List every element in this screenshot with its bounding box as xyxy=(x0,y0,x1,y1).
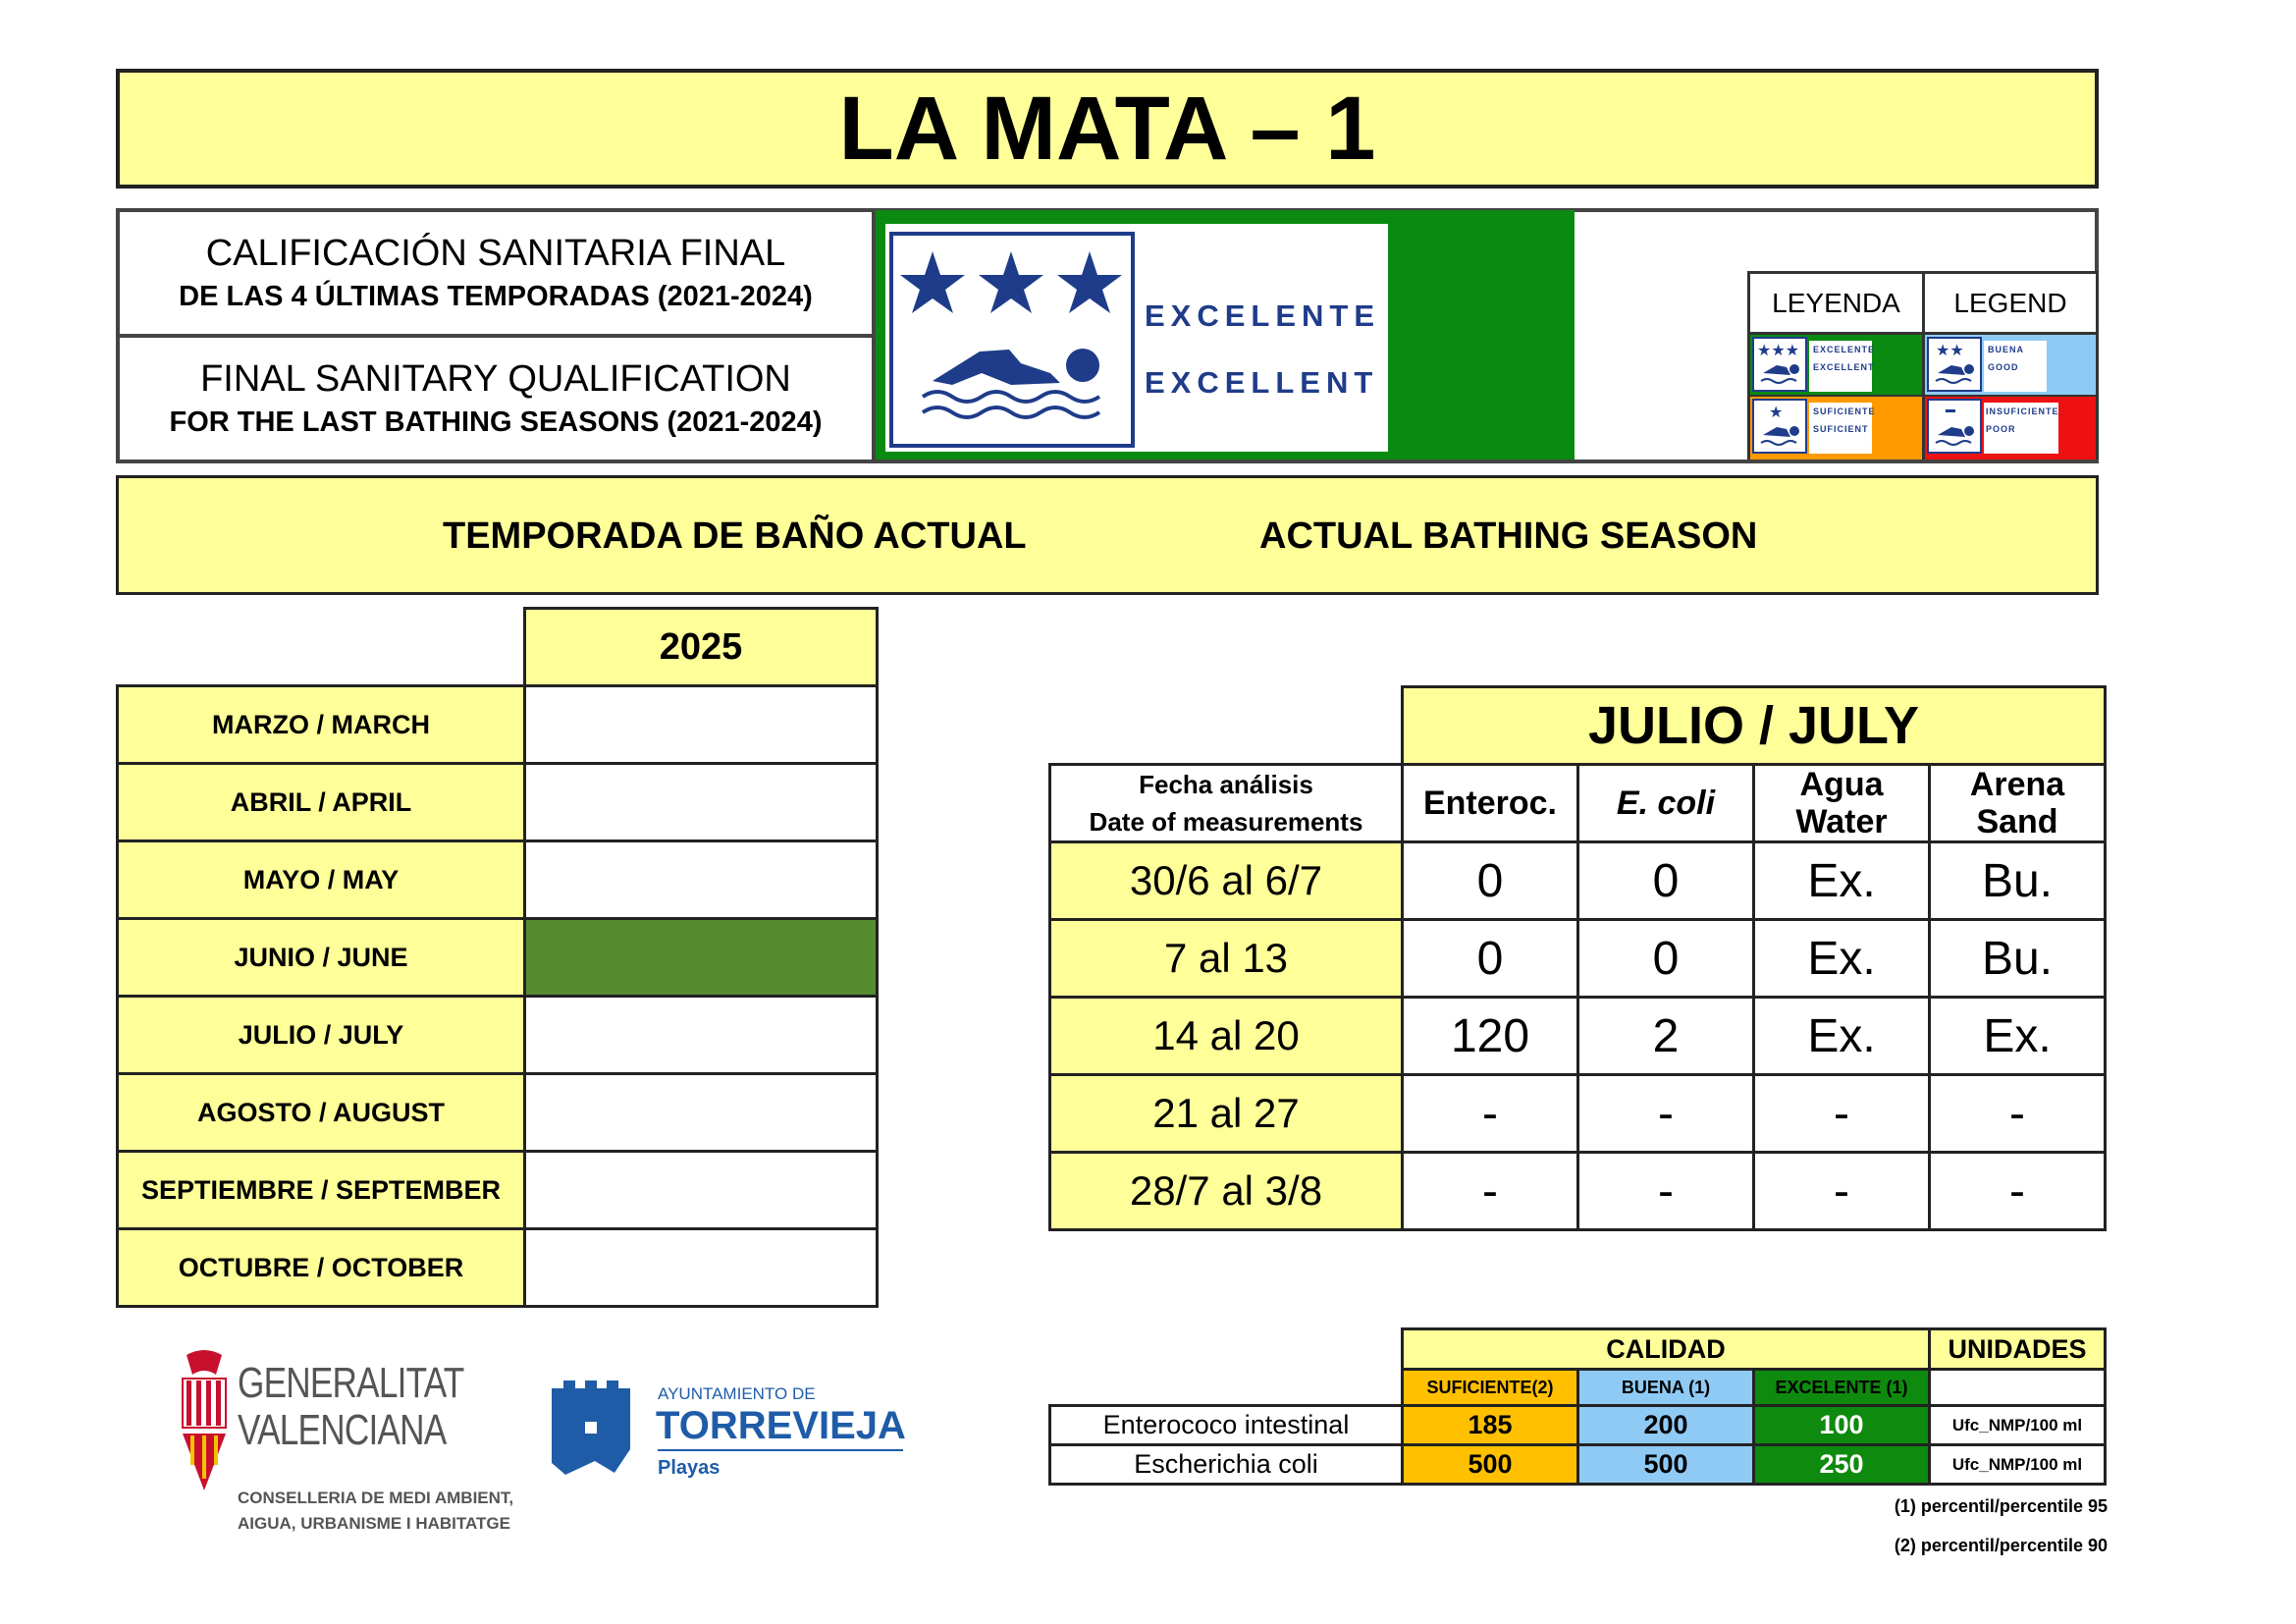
table-row xyxy=(118,686,878,764)
legend-item-excellent xyxy=(1750,335,1925,398)
water-header-es: Agua xyxy=(1799,766,1884,803)
enteroc-column-header: Enteroc. xyxy=(1403,765,1578,842)
calidad-header: CALIDAD xyxy=(1403,1329,1930,1370)
generalitat-crest-icon xyxy=(177,1345,232,1492)
gv-name-line1: GENERALITAT xyxy=(238,1359,464,1407)
enteroc-cell: 0 xyxy=(1403,920,1578,998)
sand-column-header xyxy=(1930,765,2106,842)
gv-sub-line1: CONSELLERIA DE MEDI AMBIENT, xyxy=(238,1489,514,1507)
water-column-header xyxy=(1754,765,1930,842)
month-label: JUNIO / JUNE xyxy=(118,919,525,997)
ecoli-cell: 0 xyxy=(1578,842,1754,920)
table-row xyxy=(1050,1406,2106,1445)
water-header-en: Water xyxy=(1795,803,1888,840)
date-cell: 28/7 al 3/8 xyxy=(1050,1153,1403,1230)
enteroc-cell: - xyxy=(1403,1153,1578,1230)
month-status-cell xyxy=(525,686,878,764)
date-header-en: Date of measurements xyxy=(1089,807,1363,837)
parameter-label: Escherichia coli xyxy=(1050,1445,1403,1485)
sand-cell: Ex. xyxy=(1930,998,2106,1075)
buena-value: 500 xyxy=(1578,1445,1754,1485)
table-row xyxy=(118,997,878,1074)
date-cell: 7 al 13 xyxy=(1050,920,1403,998)
sand-cell: Bu. xyxy=(1930,920,2106,998)
unidades-header: UNIDADES xyxy=(1930,1329,2106,1370)
legend-head-es: LEYENDA xyxy=(1750,274,1925,335)
legend-poor-es: INSUFICIENTE xyxy=(1986,406,2059,416)
month-label: ABRIL / APRIL xyxy=(118,764,525,841)
legend-sufficient-es: SUFICIENTE xyxy=(1813,406,1876,416)
svg-text:★★: ★★ xyxy=(1936,341,1964,359)
legend-item-good xyxy=(1925,335,2096,398)
legend-excellent-es: EXCELENTE xyxy=(1813,345,1876,354)
month-status-cell xyxy=(525,1229,878,1307)
table-row xyxy=(118,841,878,919)
torrevieja-logo xyxy=(546,1375,909,1492)
table-row xyxy=(118,764,878,841)
buena-header: BUENA (1) xyxy=(1578,1370,1754,1406)
water-cell: Ex. xyxy=(1754,842,1930,920)
table-row xyxy=(1050,920,2106,998)
legend-good-es: BUENA xyxy=(1988,345,2025,354)
legend-sufficient-en: SUFICIENT xyxy=(1813,424,1869,434)
qualification-en-subtitle: FOR THE LAST BATHING SEASONS (2021-2024) xyxy=(169,406,823,438)
month-status-cell xyxy=(525,1074,878,1152)
enteroc-cell: 0 xyxy=(1403,842,1578,920)
generalitat-valenciana-logo xyxy=(177,1345,514,1542)
no-star-swimmer-icon xyxy=(1927,399,1982,454)
badge-label-en: EXCELLENT xyxy=(1145,365,1379,400)
two-star-swimmer-icon xyxy=(1927,337,1982,392)
footnote-2: (2) percentil/percentile 90 xyxy=(1894,1536,2108,1555)
month-status-cell xyxy=(525,1152,878,1229)
unit-value: Ufc_NMP/100 ml xyxy=(1930,1445,2106,1485)
enteroc-cell: - xyxy=(1403,1075,1578,1153)
sand-header-es: Arena xyxy=(1969,766,2065,803)
legend xyxy=(1747,271,2099,460)
month-label: SEPTIEMBRE / SEPTEMBER xyxy=(118,1152,525,1229)
july-month-header: JULIO / JULY xyxy=(1403,687,2106,765)
legend-good-en: GOOD xyxy=(1988,362,2019,372)
table-row xyxy=(118,1152,878,1229)
month-status-cell xyxy=(525,919,878,997)
legend-head-en: LEGEND xyxy=(1925,274,2096,335)
legend-poor-en: POOR xyxy=(1986,424,2016,434)
water-cell: - xyxy=(1754,1153,1930,1230)
table-row xyxy=(118,1229,878,1307)
year-header: 2025 xyxy=(525,609,878,686)
month-label: OCTUBRE / OCTOBER xyxy=(118,1229,525,1307)
table-row xyxy=(1050,1445,2106,1485)
season-label-en: ACTUAL BATHING SEASON xyxy=(1259,515,1758,557)
gv-sub-line2: AIGUA, URBANISME I HABITATGE xyxy=(238,1514,510,1533)
enteroc-cell: 120 xyxy=(1403,998,1578,1075)
badge-label-es: EXCELENTE xyxy=(1145,298,1381,333)
water-cell: Ex. xyxy=(1754,998,1930,1075)
qualification-en xyxy=(116,334,876,463)
ecoli-cell: 0 xyxy=(1578,920,1754,998)
excelente-value: 250 xyxy=(1754,1445,1930,1485)
table-row xyxy=(118,1074,878,1152)
ecoli-column-header: E. coli xyxy=(1578,765,1754,842)
qualification-en-title: FINAL SANITARY QUALIFICATION xyxy=(200,358,791,400)
svg-text:★: ★ xyxy=(1769,403,1784,421)
water-cell: Ex. xyxy=(1754,920,1930,998)
water-cell: - xyxy=(1754,1075,1930,1153)
month-status-cell xyxy=(525,764,878,841)
tv-top-text: AYUNTAMIENTO DE xyxy=(658,1384,816,1403)
july-results-table xyxy=(1048,685,2107,1231)
table-row xyxy=(1050,1075,2106,1153)
qualification-es-subtitle: DE LAS 4 ÚLTIMAS TEMPORADAS (2021-2024) xyxy=(179,281,813,312)
sand-cell: Bu. xyxy=(1930,842,2106,920)
month-status-cell xyxy=(525,997,878,1074)
excelente-value: 100 xyxy=(1754,1406,1930,1445)
sand-cell: - xyxy=(1930,1075,2106,1153)
table-row xyxy=(1050,1153,2106,1230)
month-status-cell xyxy=(525,841,878,919)
sand-header-en: Sand xyxy=(1976,803,2058,840)
table-row xyxy=(118,919,878,997)
july-header-row xyxy=(1050,765,2106,842)
month-label: AGOSTO / AUGUST xyxy=(118,1074,525,1152)
month-label: MAYO / MAY xyxy=(118,841,525,919)
season-banner xyxy=(116,475,2099,595)
torrevieja-tower-icon xyxy=(546,1380,636,1483)
excelente-header: EXCELENTE (1) xyxy=(1754,1370,1930,1406)
three-star-swimmer-icon xyxy=(1752,337,1807,392)
date-cell: 30/6 al 6/7 xyxy=(1050,842,1403,920)
buena-value: 200 xyxy=(1578,1406,1754,1445)
qualification-es xyxy=(116,208,876,338)
tv-name-text: TORREVIEJA xyxy=(656,1404,906,1447)
date-header-es: Fecha análisis xyxy=(1139,770,1313,799)
table-row xyxy=(1050,842,2106,920)
parameter-label: Enterococo intestinal xyxy=(1050,1406,1403,1445)
gv-name-line2: VALENCIANA xyxy=(238,1406,447,1454)
suficiente-value: 185 xyxy=(1403,1406,1578,1445)
legend-item-sufficient xyxy=(1750,397,1925,460)
ecoli-cell: - xyxy=(1578,1075,1754,1153)
page-title: LA MATA – 1 xyxy=(116,69,2099,189)
ecoli-cell: - xyxy=(1578,1153,1754,1230)
season-label-es: TEMPORADA DE BAÑO ACTUAL xyxy=(443,515,1027,557)
footnote-1: (1) percentil/percentile 95 xyxy=(1894,1496,2108,1516)
ecoli-cell: 2 xyxy=(1578,998,1754,1075)
legend-excellent-en: EXCELLENT xyxy=(1813,362,1875,372)
quality-thresholds-table xyxy=(1048,1327,2107,1486)
tv-sub-text: Playas xyxy=(658,1457,721,1479)
months-table xyxy=(116,607,879,1308)
suficiente-value: 500 xyxy=(1403,1445,1578,1485)
legend-item-poor xyxy=(1925,397,2096,460)
units-blank-cell xyxy=(1930,1370,2106,1406)
suficiente-header: SUFICIENTE(2) xyxy=(1403,1370,1578,1406)
month-label: MARZO / MARCH xyxy=(118,686,525,764)
month-label: JULIO / JULY xyxy=(118,997,525,1074)
date-cell: 14 al 20 xyxy=(1050,998,1403,1075)
unit-value: Ufc_NMP/100 ml xyxy=(1930,1406,2106,1445)
qualification-es-title: CALIFICACIÓN SANITARIA FINAL xyxy=(205,233,786,274)
svg-text:★★★: ★★★ xyxy=(1757,341,1800,359)
three-star-swimmer-icon xyxy=(889,232,1135,448)
table-row xyxy=(1050,998,2106,1075)
date-column-header xyxy=(1050,765,1403,842)
sand-cell: - xyxy=(1930,1153,2106,1230)
one-star-swimmer-icon xyxy=(1752,399,1807,454)
date-cell: 21 al 27 xyxy=(1050,1075,1403,1153)
